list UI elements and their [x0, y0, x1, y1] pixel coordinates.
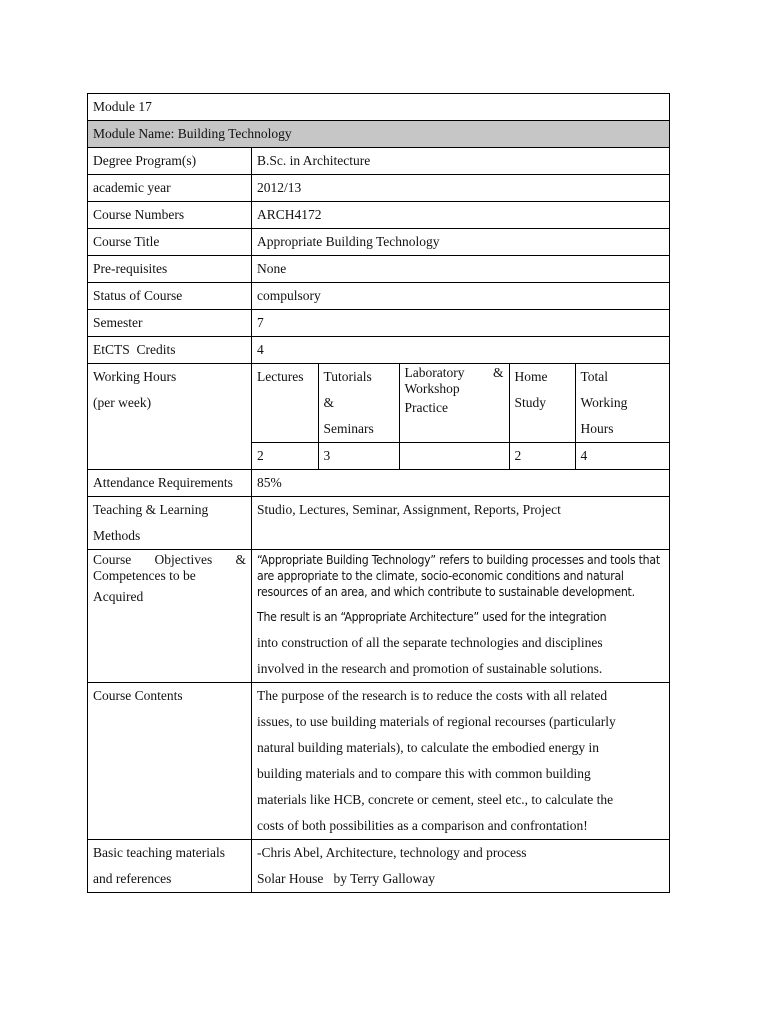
methods-value: Studio, Lectures, Seminar, Assignment, Reports, Project [252, 497, 670, 550]
lab-head-line2: Workshop [404, 381, 460, 396]
tutorials-head-line3: Seminars [323, 421, 374, 436]
degree-value: B.Sc. in Architecture [252, 148, 670, 175]
contents-line: materials like HCB, concrete or cement, steel etc., to calculate the [257, 792, 614, 807]
contents-line: natural building materials), to calculate the embodied energy in [257, 740, 600, 755]
year-value: 2012/13 [252, 175, 670, 202]
year-row [88, 175, 670, 202]
methods-label-line2: Methods [93, 528, 141, 543]
semester-value: 7 [252, 310, 670, 337]
reference-item: Solar House by Terry Galloway [257, 871, 436, 886]
working-hours-row [88, 364, 670, 470]
course-title-value: Appropriate Building Technology [252, 229, 670, 256]
contents-row [88, 683, 670, 840]
total-hours-head [575, 364, 670, 443]
status-label: Status of Course [88, 283, 252, 310]
contents-line: The purpose of the research is to reduce the costs with all related [257, 688, 608, 703]
references-label-line2: and references [93, 871, 172, 886]
working-hours-grid [252, 364, 670, 469]
total-head-line3: Hours [580, 421, 614, 436]
module-name-row [88, 121, 670, 148]
course-numbers-row [88, 202, 670, 229]
prereq-label: Pre-requisites [88, 256, 252, 283]
course-title-label: Course Title [88, 229, 252, 256]
contents-value [252, 683, 670, 840]
prereq-row [88, 256, 670, 283]
tutorials-head-line1: Tutorials [323, 369, 372, 384]
lab-value [399, 443, 509, 470]
objectives-line3: into construction of all the separate technologies and disciplines [257, 635, 603, 650]
total-head-line2: Working [580, 395, 628, 410]
objectives-label-line1: Course Objectives & [93, 552, 246, 567]
methods-row [88, 497, 670, 550]
semester-row [88, 310, 670, 337]
degree-row [88, 148, 670, 175]
methods-label [88, 497, 252, 550]
course-title-row [88, 229, 670, 256]
course-numbers-label: Course Numbers [88, 202, 252, 229]
reference-item: -Chris Abel, Architecture, technology and process [257, 845, 527, 860]
semester-label: Semester [88, 310, 252, 337]
lab-head-amp: & [492, 365, 504, 380]
module-table [87, 93, 670, 893]
module-name: Module Name: Building Technology [88, 121, 670, 148]
objectives-value [252, 550, 670, 683]
home-head-line1: Home [514, 369, 548, 384]
references-row [88, 840, 670, 893]
working-hours-grid-cell [252, 364, 670, 470]
contents-label: Course Contents [88, 683, 252, 840]
objectives-label-line2: Competences to be [93, 568, 196, 583]
home-study-value: 2 [509, 443, 575, 470]
module-number: Module 17 [88, 94, 670, 121]
lectures-value: 2 [257, 448, 264, 463]
objectives-line2: The result is an “Appropriate Architecture” used for the integration [257, 610, 607, 624]
tutorials-head [318, 364, 399, 443]
tutorials-value: 3 [318, 443, 399, 470]
total-hours-value: 4 [575, 443, 670, 470]
lectures-head: Lectures [252, 364, 318, 443]
methods-label-line1: Teaching & Learning [93, 502, 209, 517]
prereq-value: None [252, 256, 670, 283]
credits-label: EtCTS Credits [88, 337, 252, 364]
references-value [252, 840, 670, 893]
course-numbers-value: ARCH4172 [252, 202, 670, 229]
home-study-head [509, 364, 575, 443]
working-hours-label-line2: (per week) [93, 395, 152, 410]
objectives-label-line3: Acquired [93, 589, 144, 604]
working-hours-label [88, 364, 252, 470]
references-label-line1: Basic teaching materials [93, 845, 225, 860]
home-head-line2: Study [514, 395, 547, 410]
attendance-label: Attendance Requirements [88, 470, 252, 497]
lab-head-line3: Practice [404, 400, 448, 415]
objectives-label [88, 550, 252, 683]
status-row [88, 283, 670, 310]
lab-head [399, 364, 509, 443]
status-value: compulsory [252, 283, 670, 310]
objectives-para1: “Appropriate Building Technology” refers to building processes and tools that are appropriate to the climate, socio-economic conditions and natural resources of an area, and which contribute to sustainable development. [257, 553, 660, 599]
working-hours-label-line1: Working Hours [93, 369, 177, 384]
attendance-row [88, 470, 670, 497]
attendance-value: 85% [252, 470, 670, 497]
references-label [88, 840, 252, 893]
module-number-row [88, 94, 670, 121]
lab-head-line1: Laboratory [404, 365, 465, 380]
credits-row [88, 337, 670, 364]
total-head-line1: Total [580, 369, 609, 384]
degree-label: Degree Program(s) [88, 148, 252, 175]
objectives-line4: involved in the research and promotion of sustainable solutions. [257, 661, 603, 676]
contents-line: issues, to use building materials of regional recourses (particularly [257, 714, 616, 729]
contents-line: building materials and to compare this with common building [257, 766, 591, 781]
tutorials-head-line2: & [323, 395, 335, 410]
year-label: academic year [88, 175, 252, 202]
objectives-row [88, 550, 670, 683]
credits-value: 4 [252, 337, 670, 364]
contents-line: costs of both possibilities as a comparison and confrontation! [257, 818, 588, 833]
